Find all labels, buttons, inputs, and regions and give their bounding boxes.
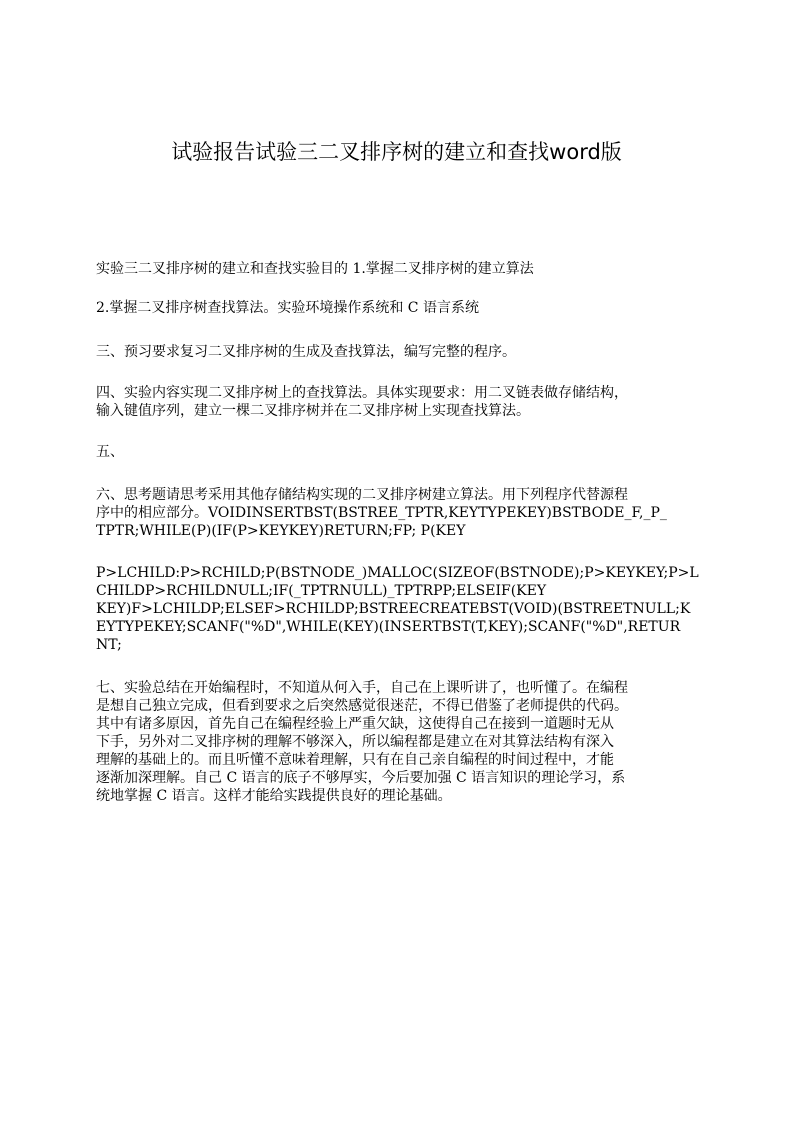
document-title: 试验报告试验三二叉排序树的建立和查找word版 [171, 140, 622, 164]
paragraph-objectives: 实验三二叉排序树的建立和查找实验目的 1.掌握二叉排序树的建立算法 [96, 261, 534, 277]
paragraph-summary: 七、实验总结在开始编程时，不知道从何入手，自己在上课听讲了，也听懂了。在编程 是想自己独立完成，但看到要求之后突然感觉很迷茫，不得已借鉴了老师提供的代码。 其中有诸多原因，首先自己在编程经验上严重欠缺，这使得自己在接到一道题时无从 下手，另外对二叉排序树的理解不够深入，所以编程都是建立在对其算法结构有深入 理解的基础上的。而且听懂不意味着理解，只有在自己亲自编程的时间过程中，才能 逐渐加深理解。自己 C 语言的底子不够厚实，今后要加强 C 语言知识的理论学习，系 统地掌握 C 语言。这样才能给实践提供良好的理论基础。 [96, 680, 628, 804]
paragraph-preview-requirements: 三、预习要求复习二叉排序树的生成及查找算法，编写完整的程序。 [96, 344, 516, 360]
paragraph-thinking-question: 六、思考题请思考采用其他存储结构实现的二叉排序树建立算法。用下列程序代替源程 序中的相应部分。VOIDINSERTBST(BSTREE_TPTR,KEYTYPEKEY)BSTBODE_F,_P_ TPTR;WHILE(P)(IF(P>KEYKEY)RETURN;FP; P(KEY [96, 487, 667, 539]
paragraph-experiment-content: 四、实验内容实现二叉排序树上的查找算法。具体实现要求：用二叉链表做存储结构， 输入键值序列，建立一棵二叉排序树并在二叉排序树上实现查找算法。 [96, 385, 628, 419]
paragraph-section-five: 五、 [96, 444, 124, 460]
paragraph-environment: 2.掌握二叉排序树查找算法。实验环境操作系统和 C 语言系统 [96, 300, 479, 316]
paragraph-code: P>LCHILD:P>RCHILD;P(BSTNODE_)MALLOC(SIZEOF(BSTNODE);P>KEYKEY;P>L CHILDP>RCHILDNULL;IF(_TPTRNULL)_TPTRPP;ELSEIF(KEY KEY)F>LCHILDP;ELSEF>RCHILDP;BSTREECREATEBST(VOID)(BSTREETNULL;K EYTYPEKEY;SCANF("%D",WHILE(KEY)(INSERTBST(T,KEY);SCANF("%D",RETUR NT; [96, 565, 699, 653]
